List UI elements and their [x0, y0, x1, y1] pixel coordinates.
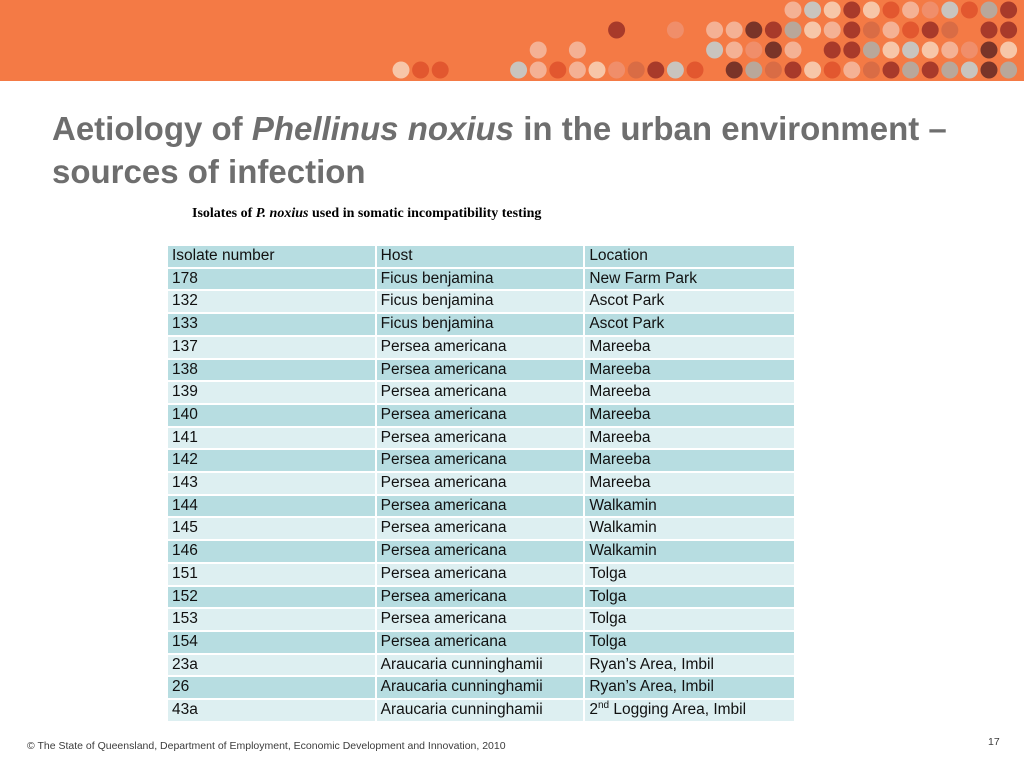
decorative-dot	[667, 22, 684, 39]
cell-isolate-number: 142	[168, 450, 375, 471]
decorative-dot	[706, 22, 723, 39]
table-row	[168, 473, 794, 494]
header-banner	[0, 0, 1024, 81]
cell-location: Mareeba	[585, 405, 794, 426]
decorative-dot	[824, 62, 841, 79]
cell-host: Persea americana	[377, 450, 584, 471]
decorative-dot	[765, 62, 782, 79]
decorative-dot	[981, 2, 998, 19]
table-row	[168, 496, 794, 517]
cell-isolate-number: 133	[168, 314, 375, 335]
decorative-dot	[922, 42, 939, 59]
cell-host: Persea americana	[377, 337, 584, 358]
decorative-dot	[804, 62, 821, 79]
decorative-dot	[765, 42, 782, 59]
decorative-dot	[785, 2, 802, 19]
decorative-dot	[824, 2, 841, 19]
table-row	[168, 269, 794, 290]
cell-isolate-number: 178	[168, 269, 375, 290]
decorative-dot	[902, 2, 919, 19]
cell-location: Mareeba	[585, 428, 794, 449]
decorative-dot	[941, 2, 958, 19]
decorative-dot	[589, 62, 606, 79]
decorative-dot	[667, 62, 684, 79]
page-number: 17	[988, 736, 1000, 748]
decorative-dot	[726, 62, 743, 79]
cell-location: Mareeba	[585, 337, 794, 358]
decorative-dot	[1000, 42, 1017, 59]
cell-isolate-number: 152	[168, 587, 375, 608]
decorative-dot	[981, 22, 998, 39]
cell-host: Ficus benjamina	[377, 291, 584, 312]
cell-isolate-number: 153	[168, 609, 375, 630]
decorative-dot	[961, 42, 978, 59]
table-row	[168, 382, 794, 403]
decorative-dot	[922, 2, 939, 19]
cell-host: Persea americana	[377, 382, 584, 403]
decorative-dot	[549, 62, 566, 79]
cell-host: Persea americana	[377, 473, 584, 494]
decorative-dot	[569, 62, 586, 79]
decorative-dot	[843, 2, 860, 19]
table-row	[168, 450, 794, 471]
table-row	[168, 405, 794, 426]
decorative-dot	[941, 22, 958, 39]
cell-isolate-number: 144	[168, 496, 375, 517]
location-name: Logging Area, Imbil	[609, 701, 747, 719]
caption-species: P. noxius	[255, 206, 309, 221]
cell-host: Persea americana	[377, 405, 584, 426]
table-row	[168, 587, 794, 608]
decorative-dot	[961, 2, 978, 19]
decorative-dot	[883, 2, 900, 19]
table-row	[168, 609, 794, 630]
decorative-dot	[804, 22, 821, 39]
cell-host: Persea americana	[377, 609, 584, 630]
cell-host: Araucaria cunninghamii	[377, 655, 584, 676]
cell-location: Walkamin	[585, 541, 794, 562]
cell-host: Araucaria cunninghamii	[377, 677, 584, 698]
location-number: 2	[589, 701, 598, 719]
cell-host: Ficus benjamina	[377, 269, 584, 290]
decorative-dot	[628, 62, 645, 79]
decorative-dot	[902, 42, 919, 59]
table-row	[168, 541, 794, 562]
table-row	[168, 655, 794, 676]
decorative-dot	[981, 62, 998, 79]
cell-isolate-number: 132	[168, 291, 375, 312]
decorative-dot	[432, 62, 449, 79]
cell-isolate-number: 138	[168, 360, 375, 381]
decorative-dot	[510, 62, 527, 79]
cell-location: Mareeba	[585, 382, 794, 403]
table-row	[168, 632, 794, 653]
cell-isolate-number: 145	[168, 518, 375, 539]
cell-isolate-number: 26	[168, 677, 375, 698]
table-row	[168, 291, 794, 312]
cell-isolate-number: 141	[168, 428, 375, 449]
decorative-dot	[863, 22, 880, 39]
decorative-dot	[843, 42, 860, 59]
decorative-dot	[687, 62, 704, 79]
table-row	[168, 360, 794, 381]
table-row	[168, 564, 794, 585]
dot-pattern-decoration	[0, 0, 1024, 81]
table-row	[168, 428, 794, 449]
cell-isolate-number: 23a	[168, 655, 375, 676]
decorative-dot	[902, 22, 919, 39]
decorative-dot	[608, 62, 625, 79]
cell-isolate-number: 139	[168, 382, 375, 403]
cell-location: Tolga	[585, 632, 794, 653]
decorative-dot	[1000, 2, 1017, 19]
title-part2: in the urban environment – sources of infection	[52, 110, 947, 190]
cell-host: Persea americana	[377, 564, 584, 585]
decorative-dot	[843, 22, 860, 39]
cell-location: Ryan’s Area, Imbil	[585, 677, 794, 698]
decorative-dot	[824, 42, 841, 59]
cell-host: Persea americana	[377, 428, 584, 449]
cell-host: Persea americana	[377, 496, 584, 517]
decorative-dot	[804, 2, 821, 19]
header-host: Host	[377, 246, 584, 267]
decorative-dot	[922, 22, 939, 39]
decorative-dot	[863, 2, 880, 19]
cell-location: Ascot Park	[585, 291, 794, 312]
cell-host: Persea americana	[377, 587, 584, 608]
cell-location: Mareeba	[585, 473, 794, 494]
decorative-dot	[981, 42, 998, 59]
decorative-dot	[706, 42, 723, 59]
cell-host: Persea americana	[377, 518, 584, 539]
decorative-dot	[785, 62, 802, 79]
decorative-dot	[569, 42, 586, 59]
table-row	[168, 677, 794, 698]
cell-isolate-number: 140	[168, 405, 375, 426]
copyright-footer: © The State of Queensland, Department of Employment, Economic Development and Innovation, 2010	[27, 740, 506, 752]
decorative-dot	[961, 62, 978, 79]
cell-isolate-number: 43a	[168, 700, 375, 721]
decorative-dot	[1000, 62, 1017, 79]
cell-location: Walkamin	[585, 518, 794, 539]
cell-isolate-number: 154	[168, 632, 375, 653]
cell-location: New Farm Park	[585, 269, 794, 290]
cell-location: Tolga	[585, 587, 794, 608]
decorative-dot	[863, 42, 880, 59]
cell-location	[585, 700, 794, 721]
slide-title	[52, 107, 952, 193]
cell-location: Tolga	[585, 609, 794, 630]
table-header-row	[168, 246, 794, 267]
decorative-dot	[883, 22, 900, 39]
decorative-dot	[883, 42, 900, 59]
title-species: Phellinus noxius	[251, 110, 515, 147]
location-ordinal-suffix: nd	[597, 700, 610, 711]
decorative-dot	[941, 62, 958, 79]
cell-isolate-number: 137	[168, 337, 375, 358]
decorative-dot	[530, 42, 547, 59]
cell-host: Araucaria cunninghamii	[377, 700, 584, 721]
cell-isolate-number: 143	[168, 473, 375, 494]
decorative-dot	[902, 62, 919, 79]
decorative-dot	[1000, 22, 1017, 39]
decorative-dot	[863, 62, 880, 79]
cell-host: Ficus benjamina	[377, 314, 584, 335]
cell-location: Ascot Park	[585, 314, 794, 335]
decorative-dot	[393, 62, 410, 79]
decorative-dot	[412, 62, 429, 79]
cell-host: Persea americana	[377, 541, 584, 562]
table-caption	[192, 206, 541, 222]
decorative-dot	[647, 62, 664, 79]
title-part1: Aetiology of	[52, 110, 252, 147]
decorative-dot	[824, 22, 841, 39]
decorative-dot	[726, 42, 743, 59]
decorative-dot	[530, 62, 547, 79]
cell-host: Persea americana	[377, 632, 584, 653]
table-row	[168, 337, 794, 358]
decorative-dot	[765, 22, 782, 39]
cell-location: Walkamin	[585, 496, 794, 517]
decorative-dot	[745, 42, 762, 59]
cell-host: Persea americana	[377, 360, 584, 381]
decorative-dot	[883, 62, 900, 79]
decorative-dot	[745, 22, 762, 39]
cell-location: Mareeba	[585, 360, 794, 381]
cell-location: Ryan’s Area, Imbil	[585, 655, 794, 676]
decorative-dot	[608, 22, 625, 39]
cell-isolate-number: 146	[168, 541, 375, 562]
decorative-dot	[745, 62, 762, 79]
cell-location: Tolga	[585, 564, 794, 585]
decorative-dot	[922, 62, 939, 79]
decorative-dot	[843, 62, 860, 79]
decorative-dot	[785, 42, 802, 59]
caption-part1: Isolates of	[192, 206, 256, 221]
decorative-dot	[785, 22, 802, 39]
cell-isolate-number: 151	[168, 564, 375, 585]
header-location: Location	[585, 246, 794, 267]
table-row	[168, 518, 794, 539]
decorative-dot	[941, 42, 958, 59]
decorative-dot	[726, 22, 743, 39]
cell-location: Mareeba	[585, 450, 794, 471]
table-row	[168, 314, 794, 335]
table-row	[168, 700, 794, 721]
header-isolate-number: Isolate number	[168, 246, 375, 267]
caption-part2: used in somatic incompatibility testing	[308, 206, 542, 221]
isolates-table	[166, 244, 796, 723]
